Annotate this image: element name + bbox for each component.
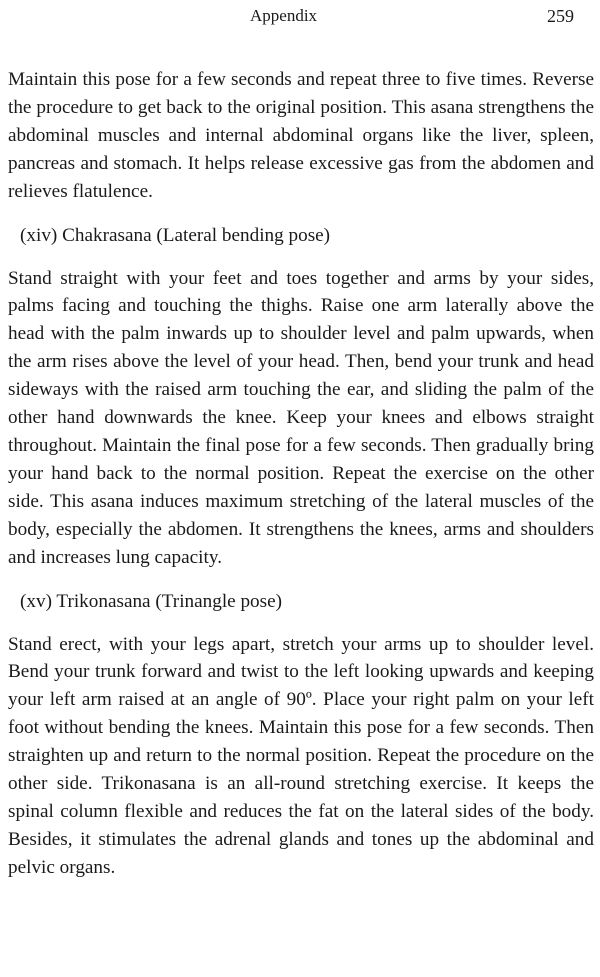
paragraph-chakrasana: Stand straight with your feet and toes together and arms by your sides, palms facing and touching the thighs. Raise one arm laterally above the head with the palm inwards up to shoulder level and palm upwards, when the arm rises above the level of your head. Then, bend your trunk and head sideways with the raised arm touching the ear, and sliding the palm of the other hand downwards the knee. Keep your knees and elbows straight throughout. Maintain the final pose for a few seconds. Then gradually bring your hand back to the normal position. Repeat the exercise on the other side. This asana induces maximum stretching of the lateral muscles of the body, especially the abdomen. It strengthens the knees, arms and shoulders and increases lung capacity.: [8, 267, 594, 568]
paragraph-pose-benefits: Maintain this pose for a few seconds and repeat three to five times. Reverse the procedure to get back to the original position. This asana strengthens the abdominal muscles and internal abdominal organs like the liver, spleen, pancreas and stomach. It helps release excessive gas from the abdomen and relieves flatulence.: [8, 69, 594, 202]
body-text: [8, 66, 594, 898]
running-header: [0, 6, 600, 30]
paragraph-trikonasana: Stand erect, with your legs apart, stretch your arms up to shoulder level. Bend your trunk forward and twist to the left looking upwards and keeping your left arm raised at an angle of 90º. Place your right palm on your left foot without bending the knees. Maintain this pose for a few seconds. Then straighten up and return to the normal position. Repeat the procedure on the other side. Trikonasana is an all-round stretching exercise. It keeps the spinal column flexible and reduces the fat on the lateral sides of the body. Besides, it stimulates the adrenal glands and tones up the abdominal and pelvic organs.: [8, 633, 594, 878]
section-heading-chakrasana: (xiv) Chakrasana (Lateral bending pose): [20, 224, 331, 246]
section-title: Appendix: [250, 6, 318, 25]
page-number: 259: [547, 6, 574, 26]
section-heading-trikonasana: (xv) Trikonasana (Trinangle pose): [20, 590, 283, 612]
